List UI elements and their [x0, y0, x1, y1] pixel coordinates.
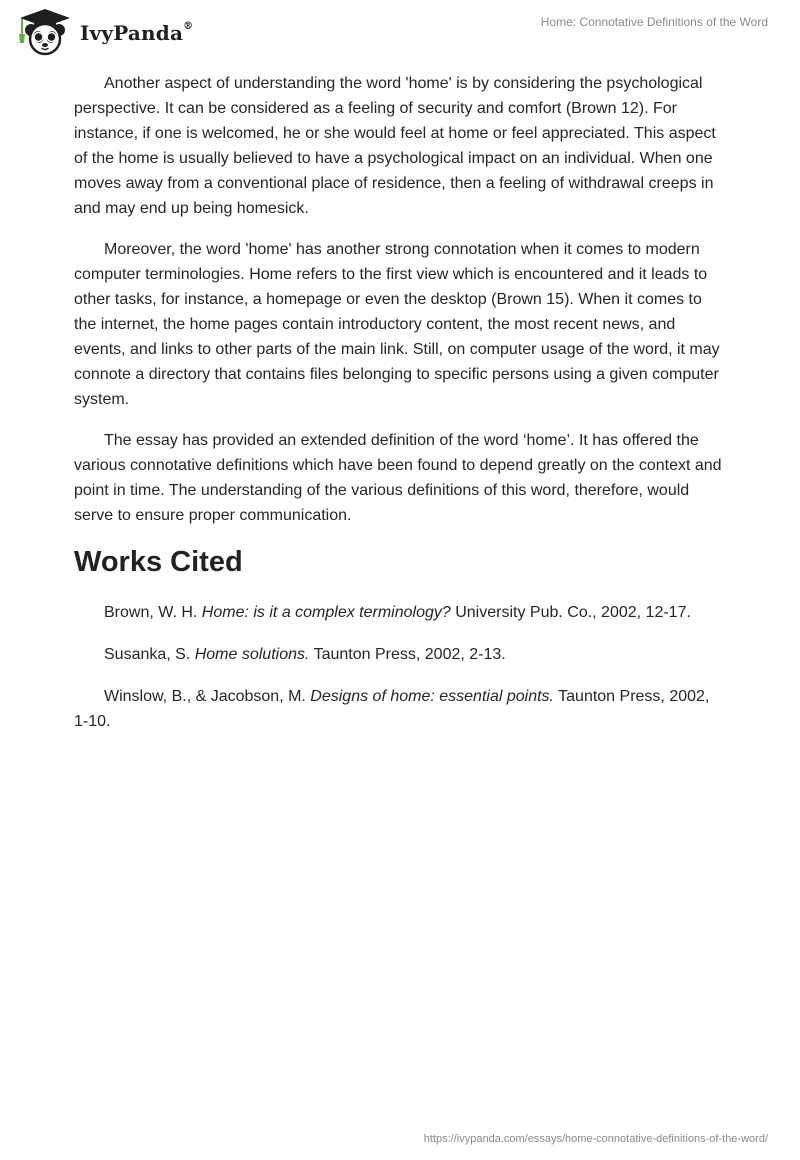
brand-name: IvyPanda® — [80, 21, 194, 45]
citation-entry: Susanka, S. Home solutions. Taunton Press, 2002, 2-13. — [104, 646, 506, 663]
citation-entry: Brown, W. H. Home: is it a complex terminology? University Pub. Co., 2002, 12-17. — [104, 604, 691, 621]
source-url-link[interactable]: https://ivypanda.com/essays/home-connotative-definitions-of-the-word/ — [423, 1133, 768, 1145]
works-cited-heading: Works Cited — [74, 546, 243, 578]
paragraph: Another aspect of understanding the word 'home' is by considering the psychological perspective. It can be considered as a feeling of security and comfort (Brown 12). For instance, if one is welcomed, he or she would feel at home or feel appreciated. This aspect of the home is usually believed to have a psychological impact on an individual. When one moves away from a conventional place of residence, then a feeling of withdrawal creeps in and may end up being homesick. — [74, 75, 716, 217]
page-header — [0, 0, 800, 60]
panda-graduation-cap-icon — [14, 8, 74, 56]
ivypanda-logo[interactable] — [14, 8, 193, 56]
paragraph: The essay has provided an extended definition of the word ‘home’. It has offered the various connotative definitions which have been found to depend greatly on the context and point in time. The understanding of the various definitions of this word, therefore, would serve to ensure proper communication. — [74, 432, 722, 524]
document-title: Home: Connotative Definitions of the Word — [540, 15, 768, 29]
citation-entry: Winslow, B., & Jacobson, M. Designs of home: essential points. Taunton Press, 2002, 1-10. — [74, 688, 710, 730]
paragraph: Moreover, the word 'home' has another strong connotation when it comes to modern computer terminologies. Home refers to the first view which is encountered and it leads to other tasks, for instance, a homepage or even the desktop (Brown 15). When it comes to the internet, the home pages contain introductory content, the most recent news, and events, and links to other parts of the main link. Still, on computer usage of the word, it may connote a directory that contains files belonging to specific persons using a given computer system. — [74, 241, 720, 408]
essay-body — [74, 71, 728, 751]
